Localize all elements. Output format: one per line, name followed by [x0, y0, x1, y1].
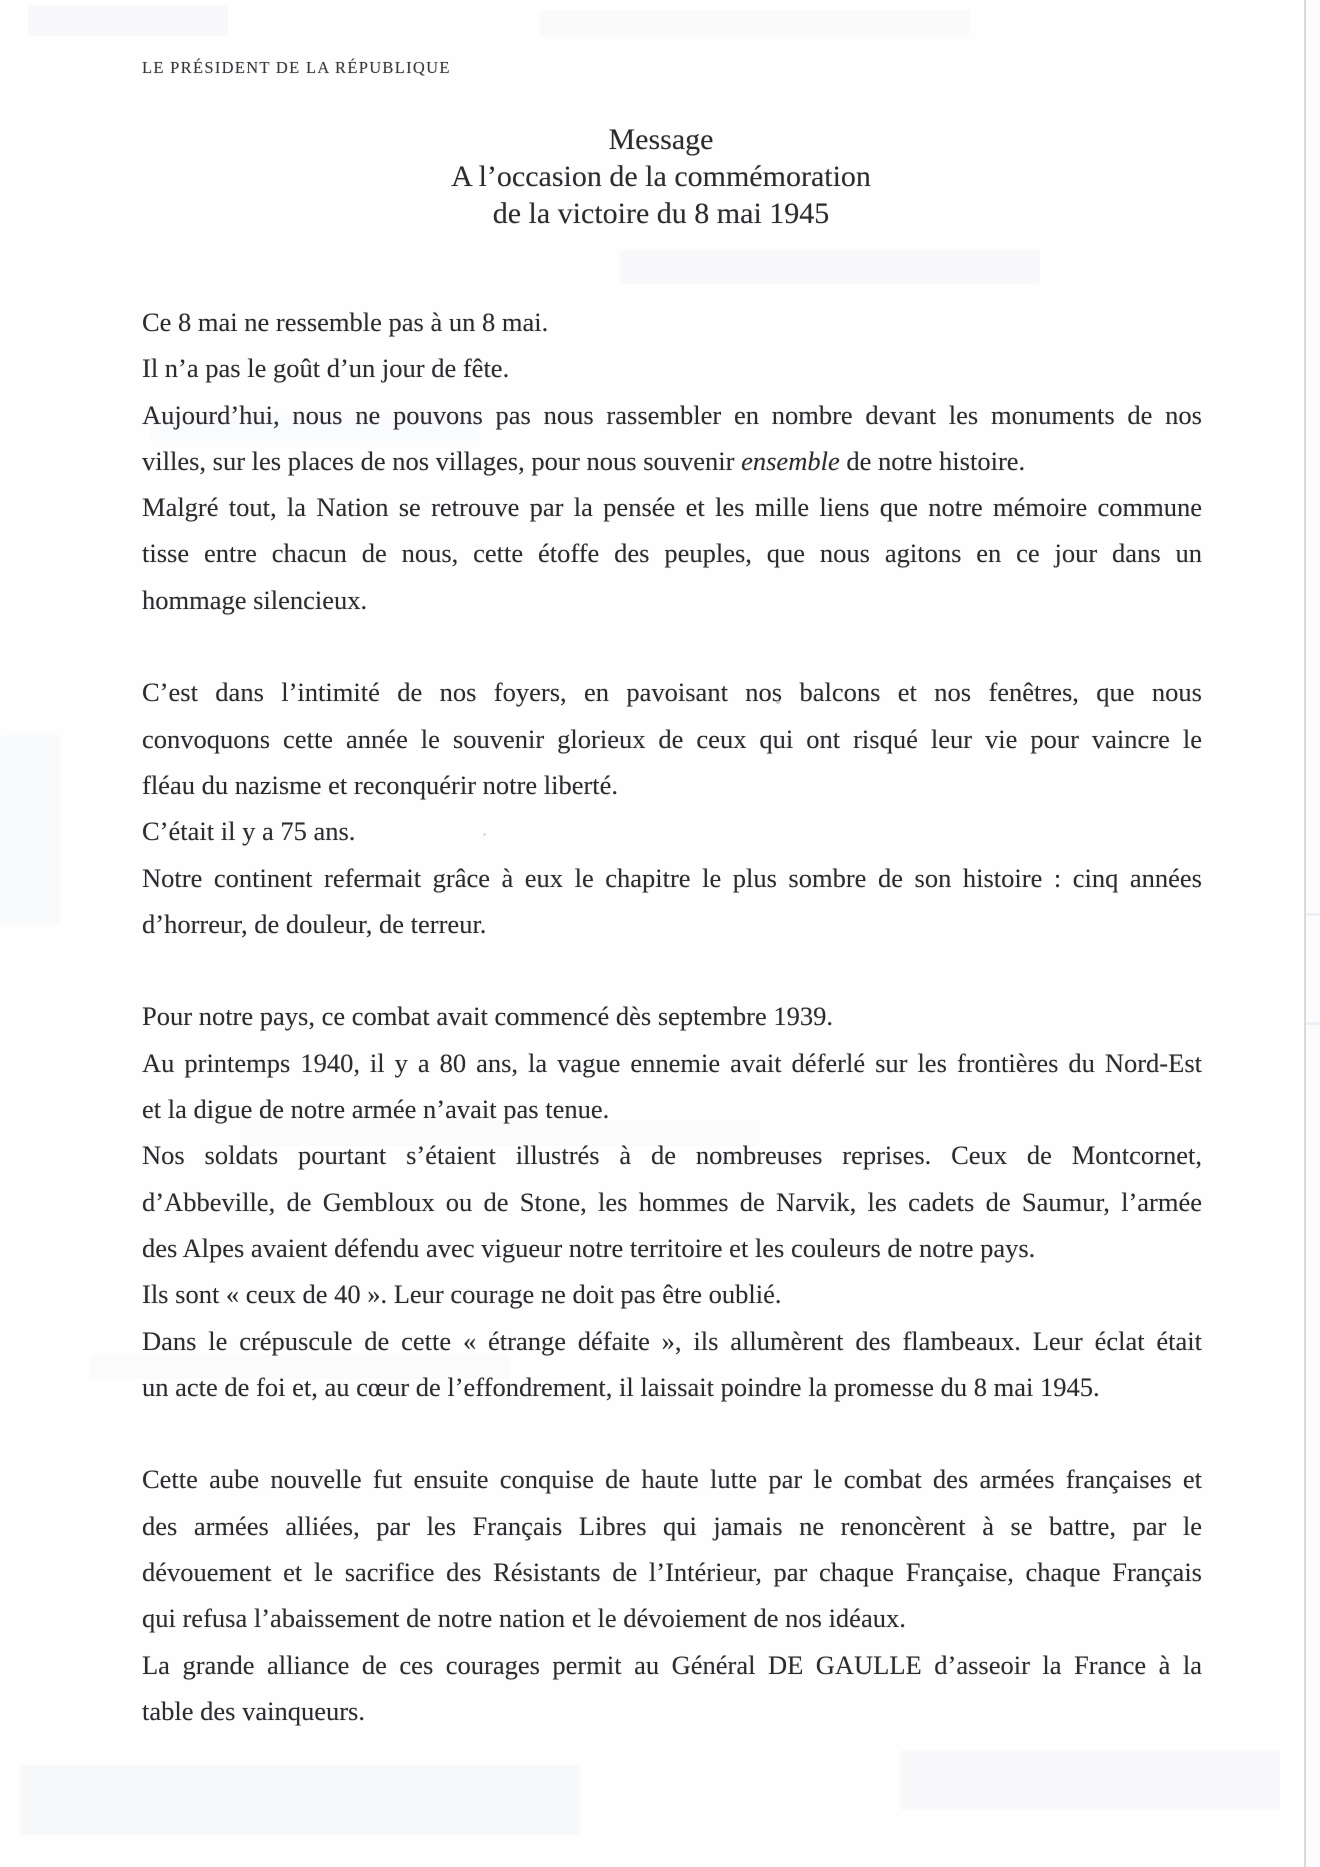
body-line: [142, 1086, 1202, 1132]
body-line: [142, 1688, 1202, 1734]
document-title: [131, 121, 1191, 232]
body-line: [142, 530, 1202, 576]
text-run: C’est dans l’intimité de nos foyers, en pavoisant nos balcons et nos fenêtres, que nous: [142, 677, 1202, 708]
scan-noise: [0, 735, 60, 925]
text-run: Pour notre pays, ce combat avait commencé dès septembre 1939.: [142, 1001, 833, 1032]
body-line: [142, 669, 1202, 715]
body-line: [142, 716, 1202, 762]
message-section: [142, 299, 1202, 623]
text-run: Aujourd’hui, nous ne pouvons pas nous rassembler en nombre devant les monuments de nos: [142, 399, 1202, 430]
text-run: d’Abbeville, de Gembloux ou de Stone, les hommes de Narvik, les cadets de Saumur, l’armée: [142, 1186, 1202, 1217]
paragraph: [142, 1642, 1202, 1735]
scan-noise: [620, 250, 1040, 284]
title-line-3: de la victoire du 8 mai 1945: [492, 197, 830, 230]
paragraph: [142, 1132, 1202, 1271]
body-line: [142, 1271, 1202, 1317]
body-line: [142, 1642, 1202, 1688]
message-body: [142, 299, 1202, 1734]
text-run: C’était il y a 75 ans.: [142, 816, 356, 847]
body-line: [142, 484, 1202, 530]
paragraph: [142, 855, 1202, 948]
body-line: [142, 1040, 1202, 1086]
text-run: hommage silencieux.: [142, 584, 368, 615]
italic-text: ensemble: [741, 445, 840, 476]
text-run: qui refusa l’abaissement de notre nation et le dévoiement de nos idéaux.: [142, 1603, 906, 1634]
body-line: [142, 1595, 1202, 1641]
paragraph: [142, 993, 1202, 1039]
text-run: des Alpes avaient défendu avec vigueur notre territoire et les couleurs de notre pays.: [142, 1232, 1036, 1263]
body-line: [142, 901, 1202, 947]
message-section: [142, 993, 1202, 1410]
text-run: Ce 8 mai ne ressemble pas à un 8 mai.: [142, 307, 549, 337]
body-line: [142, 438, 1202, 484]
text-run: des armées alliées, par les Français Libres qui jamais ne renoncèrent à se battre, par le: [142, 1510, 1202, 1541]
paragraph: [142, 484, 1202, 623]
body-line: [142, 1225, 1202, 1271]
paragraph: [142, 345, 1202, 391]
text-run: Dans le crépuscule de cette « étrange défaite », ils allumèrent des flambeaux. Leur éclat était: [142, 1325, 1202, 1356]
body-line: [142, 299, 1202, 345]
text-run: dévouement et le sacrifice des Résistants de l’Intérieur, par chaque Française, chaque Français: [142, 1557, 1202, 1588]
body-line: [142, 1503, 1202, 1549]
paragraph: [142, 299, 1202, 345]
text-run: Au printemps 1940, il y a 80 ans, la vague ennemie avait déferlé sur les frontières du Nord-Est: [142, 1047, 1202, 1078]
scan-edge-tick: [1306, 913, 1320, 916]
scan-edge-line: [1304, 0, 1306, 1867]
body-line: [142, 1179, 1202, 1225]
text-run: table des vainqueurs.: [142, 1695, 365, 1726]
paragraph: [142, 669, 1202, 808]
text-run: de notre histoire.: [839, 445, 1026, 476]
paragraph: [142, 1456, 1202, 1641]
text-run: d’horreur, de douleur, de terreur.: [142, 908, 487, 939]
text-run: Ils sont « ceux de 40 ». Leur courage ne doit pas être oublié.: [142, 1279, 782, 1310]
scan-edge-tick: [1306, 1022, 1320, 1025]
body-line: [142, 1364, 1202, 1410]
paragraph: [142, 808, 1202, 854]
scan-noise: [28, 6, 228, 36]
scan-noise: [900, 1750, 1280, 1810]
body-line: [142, 577, 1202, 623]
text-run: Notre continent refermait grâce à eux le chapitre le plus sombre de son histoire : cinq années: [142, 862, 1202, 893]
paragraph: [142, 1040, 1202, 1133]
paragraph: [142, 392, 1202, 485]
ink-speck: [483, 833, 486, 836]
message-section: [142, 1456, 1202, 1734]
paragraph: [142, 1318, 1202, 1411]
text-run: La grande alliance de ces courages permit au Général DE GAULLE d’asseoir la France à la: [142, 1649, 1202, 1680]
text-run: Nos soldats pourtant s’étaient illustrés à de nombreuses reprises. Ceux de Montcornet,: [142, 1140, 1202, 1171]
body-line: [142, 345, 1202, 391]
body-line: [142, 1132, 1202, 1178]
ink-speck: [776, 700, 780, 704]
text-run: et la digue de notre armée n’avait pas tenue.: [142, 1094, 610, 1125]
scan-edge-margin: [1306, 0, 1320, 1867]
text-run: fléau du nazisme et reconquérir notre liberté.: [142, 769, 619, 800]
text-run: tisse entre chacun de nous, cette étoffe des peuples, que nous agitons en ce jour dans un: [142, 538, 1202, 569]
text-run: un acte de foi et, au cœur de l’effondrement, il laissait poindre la promesse du 8 mai 1945.: [142, 1371, 1100, 1402]
body-line: [142, 808, 1202, 854]
paragraph: [142, 1271, 1202, 1317]
letterhead-text: LE PRÉSIDENT DE LA RÉPUBLIQUE: [142, 58, 451, 77]
text-run: convoquons cette année le souvenir glorieux de ceux qui ont risqué leur vie pour vaincre le: [142, 723, 1202, 754]
scan-noise: [20, 1765, 580, 1835]
title-line-1: Message: [608, 123, 714, 156]
body-line: [142, 855, 1202, 901]
body-line: [142, 392, 1202, 438]
text-run: Cette aube nouvelle fut ensuite conquise de haute lutte par le combat des armées françaises et: [142, 1464, 1202, 1495]
title-line-2: A l’occasion de la commémoration: [451, 160, 871, 193]
text-run: Il n’a pas le goût d’un jour de fête.: [142, 353, 510, 384]
scan-noise: [540, 10, 970, 36]
text-run: villes, sur les places de nos villages, pour nous souvenir: [142, 445, 742, 476]
message-section: [142, 669, 1202, 947]
body-line: [142, 1549, 1202, 1595]
body-line: [142, 993, 1202, 1039]
text-run: Malgré tout, la Nation se retrouve par la pensée et les mille liens que notre mémoire commune: [142, 492, 1202, 523]
body-line: [142, 1456, 1202, 1502]
body-line: [142, 762, 1202, 808]
body-line: [142, 1318, 1202, 1364]
